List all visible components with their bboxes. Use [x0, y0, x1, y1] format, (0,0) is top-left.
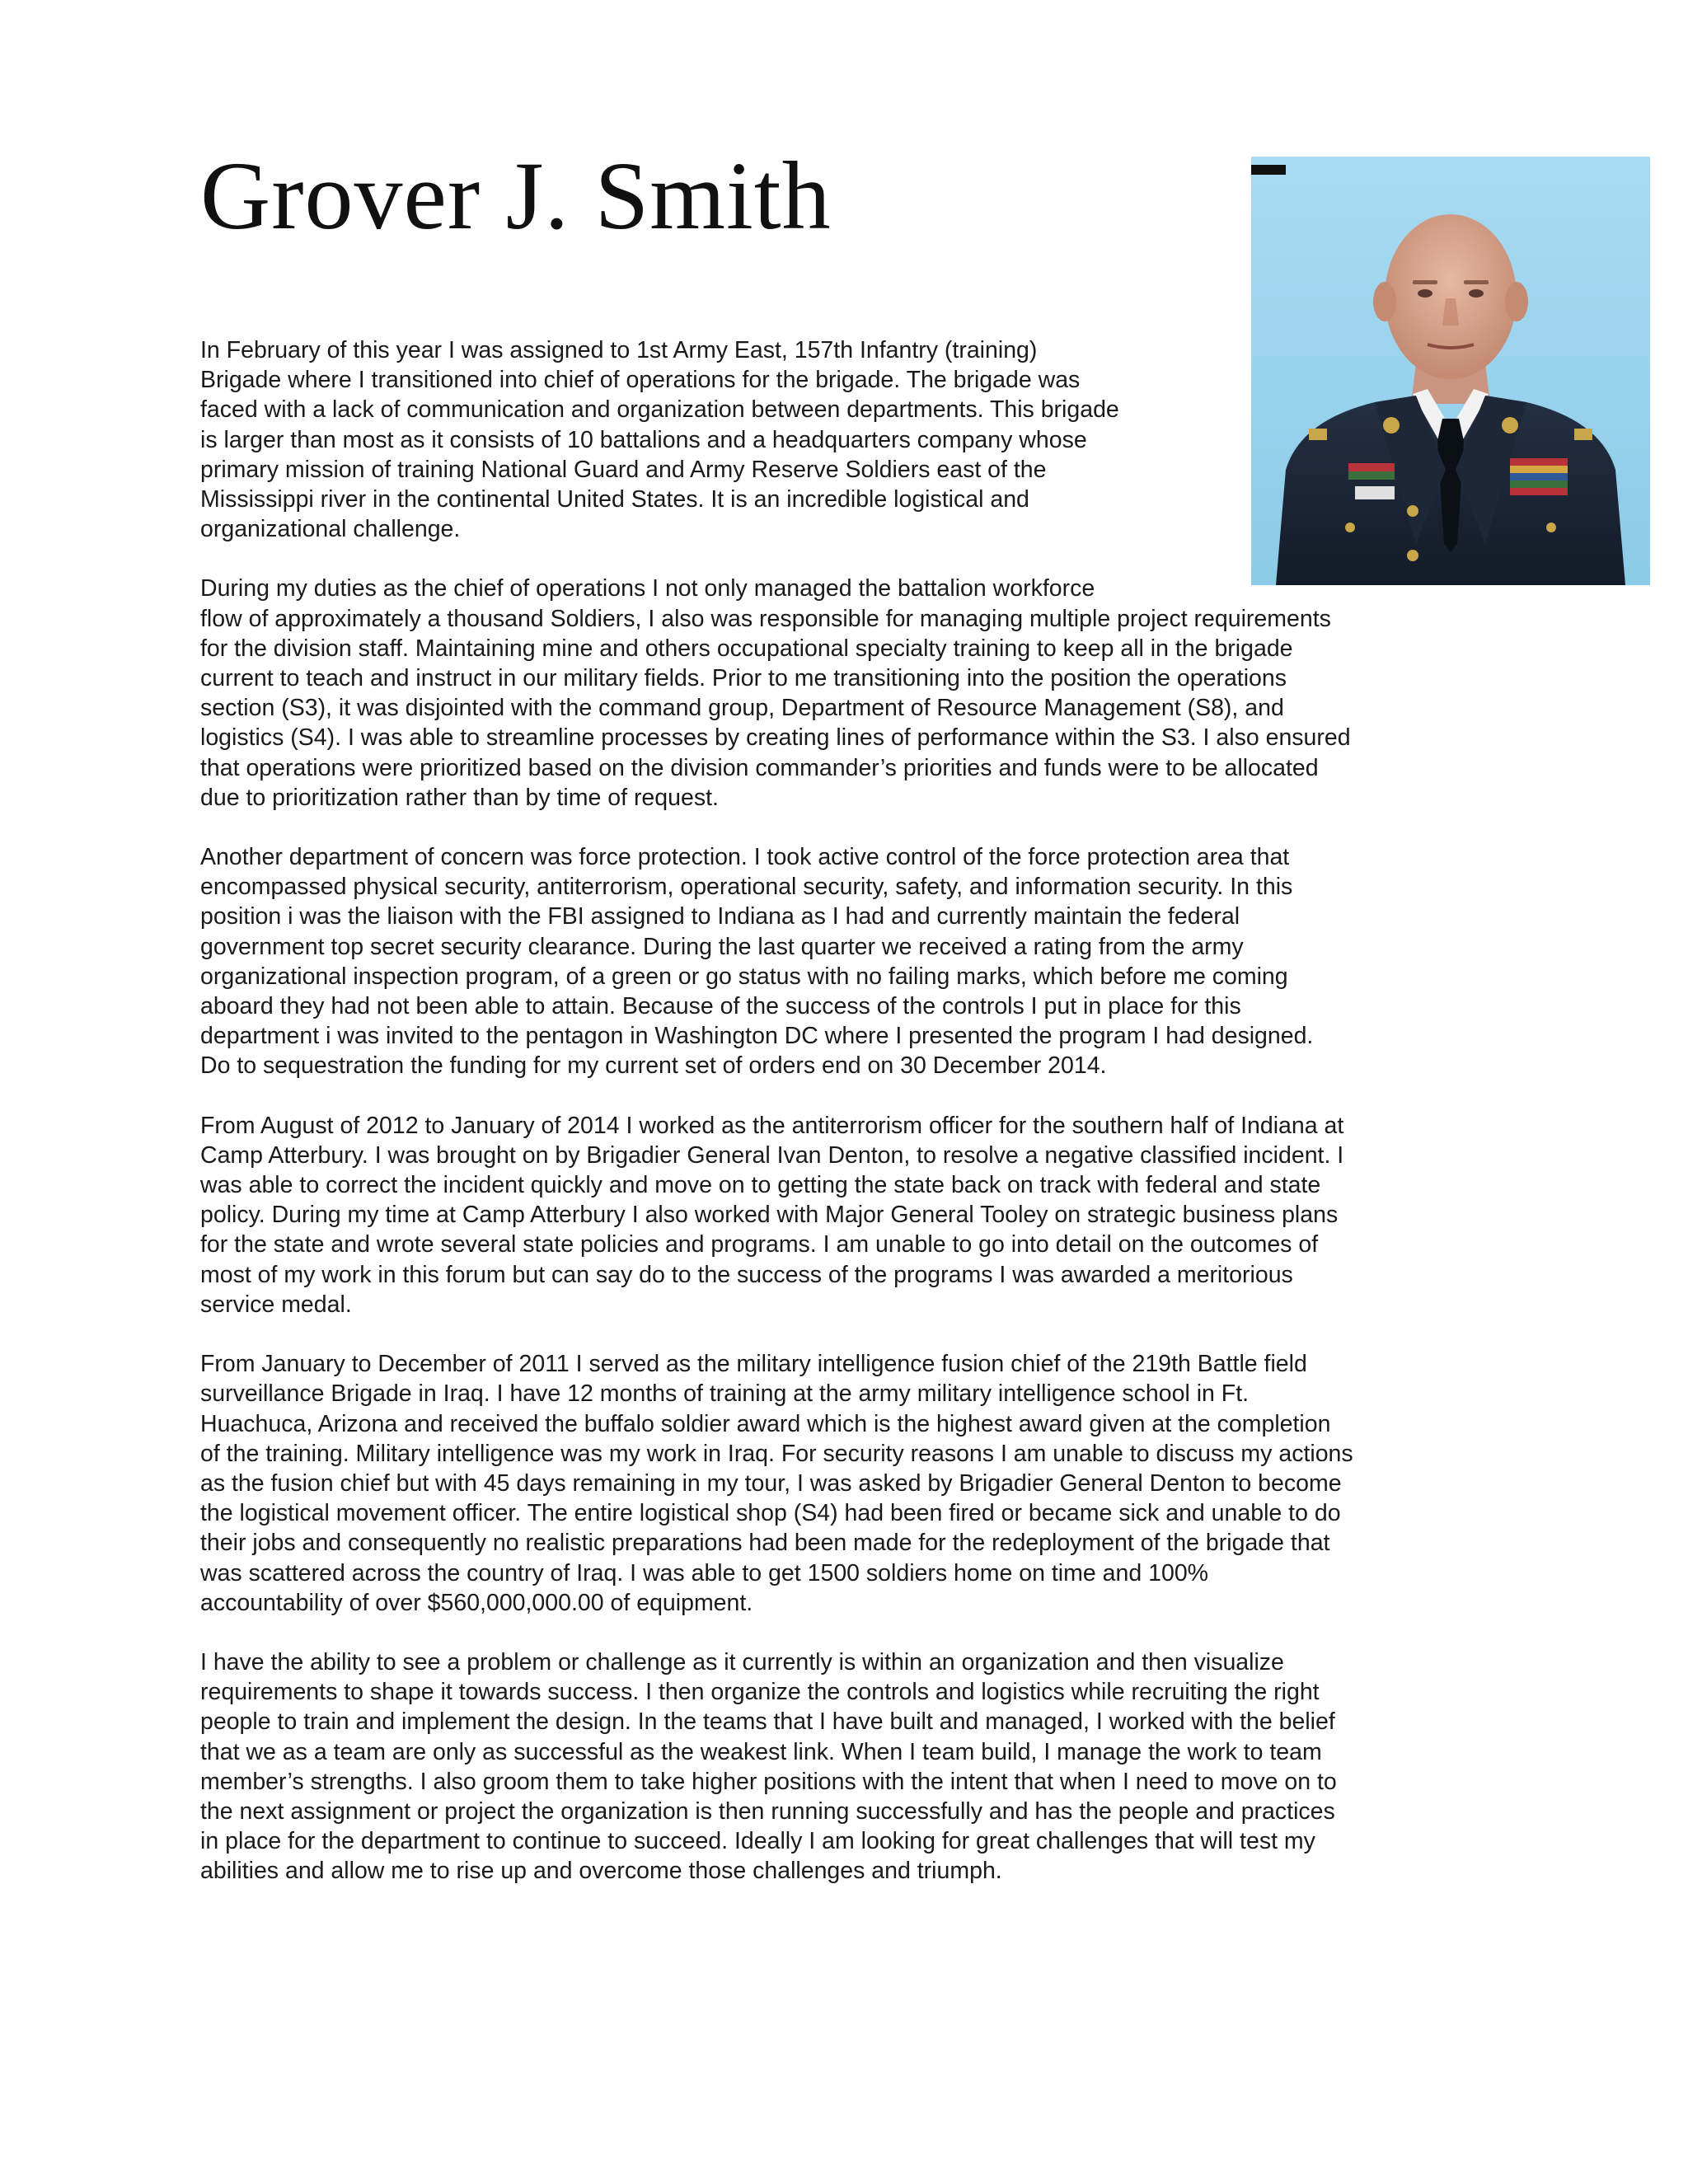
- paragraph-line: due to prioritization rather than by time of request.: [200, 784, 719, 811]
- paragraph-line: as the fusion chief but with 45 days remaining in my tour, I was asked by Brigadier General Denton to become: [200, 1469, 1342, 1497]
- paragraph-line: encompassed physical security, antiterrorism, operational security, safety, and information security. In this: [200, 874, 1293, 901]
- paragraph-line: Do to sequestration the funding for my current set of orders end on 30 December 2014.: [200, 1052, 1107, 1080]
- paragraph-line: for the division staff. Maintaining mine and others occupational specialty training to keep all in the brigade: [200, 635, 1293, 662]
- paragraph-line: position i was the liaison with the FBI assigned to Indiana as I had and currently maintain the federal: [200, 903, 1240, 930]
- paragraph-line: Brigade where I transitioned into chief of operations for the brigade. The brigade was: [200, 367, 1081, 394]
- paragraph-line: From January to December of 2011 I served as the military intelligence fusion chief of the 219th Battle field: [200, 1351, 1307, 1378]
- paragraph-line: their jobs and consequently no realistic preparations had been made for the redeployment of the brigade that: [200, 1530, 1330, 1557]
- paragraph-line: I have the ability to see a problem or challenge as it currently is within an organization and then visualize: [200, 1648, 1284, 1675]
- paragraph-line: Huachuca, Arizona and received the buffalo soldier award which is the highest award given at the completion: [200, 1410, 1331, 1437]
- paragraph-line: Mississippi river in the continental United States. It is an incredible logistical and: [200, 486, 1029, 513]
- paragraph-line: organizational challenge.: [200, 516, 461, 543]
- paragraph-line: government top secret security clearance. During the last quarter we received a rating from the army: [200, 933, 1244, 960]
- person-name-heading: Grover J. Smith: [200, 142, 832, 250]
- paragraph-line: faced with a lack of communication and organization between departments. This brigade: [200, 396, 1119, 424]
- paragraph-line: was able to correct the incident quickly and move on to getting the state back on track with federal and state: [200, 1172, 1321, 1199]
- paragraph-line: that we as a team are only as successful as the weakest link. When I team build, I manage the work to team: [200, 1738, 1322, 1765]
- biography-paragraph: [200, 1647, 1519, 1886]
- paragraph-line: During my duties as the chief of operations I not only managed the battalion workforce: [200, 575, 1095, 602]
- paragraph-line: surveillance Brigade in Iraq. I have 12 months of training at the army military intelligence school in Ft.: [200, 1380, 1250, 1408]
- paragraph-line: for the state and wrote several state policies and programs. I am unable to go into detail on the outcomes of: [200, 1231, 1319, 1258]
- paragraph-line: is larger than most as it consists of 10 battalions and a headquarters company whose: [200, 426, 1087, 453]
- paragraph-line: section (S3), it was disjointed with the command group, Department of Resource Management (S8), and: [200, 695, 1284, 722]
- paragraph-line: service medal.: [200, 1291, 352, 1318]
- paragraph-line: logistics (S4). I was able to streamline processes by creating lines of performance within the S3. I also ensured: [200, 724, 1351, 752]
- paragraph-line: flow of approximately a thousand Soldiers, I also was responsible for managing multiple project requirements: [200, 605, 1331, 632]
- paragraph-line: organizational inspection program, of a green or go status with no failing marks, which before me coming: [200, 963, 1288, 990]
- paragraph-line: accountability of over $560,000,000.00 of equipment.: [200, 1589, 753, 1616]
- paragraph-line: Another department of concern was force protection. I took active control of the force protection area that: [200, 844, 1290, 871]
- paragraph-line: abilities and allow me to rise up and overcome those challenges and triumph.: [200, 1858, 1002, 1885]
- paragraph-line: current to teach and instruct in our military fields. Prior to me transitioning into the position the operations: [200, 665, 1287, 692]
- paragraph-line: that operations were prioritized based on the division commander’s priorities and funds were to be allocated: [200, 754, 1319, 781]
- paragraph-line: In February of this year I was assigned to 1st Army East, 157th Infantry (training): [200, 337, 1038, 363]
- paragraph-line: most of my work in this forum but can say do to the success of the programs I was awarded a meritorious: [200, 1261, 1293, 1288]
- paragraph-line: in place for the department to continue to succeed. Ideally I am looking for great challenges that will test my: [200, 1828, 1315, 1855]
- paragraph-line: the logistical movement officer. The entire logistical shop (S4) had been fired or became sick and unable to do: [200, 1500, 1341, 1527]
- biography-body: [200, 335, 1519, 1916]
- paragraph-line: policy. During my time at Camp Atterbury I also worked with Major General Tooley on strategic business plans: [200, 1202, 1339, 1229]
- biography-paragraph: [200, 842, 1519, 1081]
- paragraph-line: Camp Atterbury. I was brought on by Brigadier General Ivan Denton, to resolve a negative classified incident. I: [200, 1141, 1344, 1169]
- biography-paragraph: [200, 1111, 1519, 1319]
- paragraph-line: the next assignment or project the organization is then running successfully and has the people and practices: [200, 1797, 1335, 1825]
- paragraph-line: of the training. Military intelligence was my work in Iraq. For security reasons I am unable to discuss my actions: [200, 1440, 1353, 1467]
- paragraph-line: requirements to shape it towards success. I then organize the controls and logistics while recruiting the right: [200, 1679, 1320, 1706]
- paragraph-line: was scattered across the country of Iraq. I was able to get 1500 soldiers home on time and 100%: [200, 1559, 1209, 1586]
- paragraph-line: primary mission of training National Guard and Army Reserve Soldiers east of the: [200, 456, 1047, 483]
- biography-paragraph: [200, 574, 1519, 813]
- paragraph-line: people to train and implement the design. In the teams that I have built and managed, I worked with the belief: [200, 1708, 1335, 1736]
- biography-paragraph: [200, 1349, 1519, 1618]
- biography-paragraph: [200, 335, 1519, 544]
- paragraph-line: aboard they had not been able to attain. Because of the success of the controls I put in place for this: [200, 993, 1241, 1020]
- paragraph-line: department i was invited to the pentagon in Washington DC where I presented the program I had designed.: [200, 1023, 1314, 1050]
- paragraph-line: member’s strengths. I also groom them to take higher positions with the intent that when I need to move on to: [200, 1768, 1337, 1795]
- paragraph-line: From August of 2012 to January of 2014 I worked as the antiterrorism officer for the southern half of Indiana at: [200, 1112, 1344, 1139]
